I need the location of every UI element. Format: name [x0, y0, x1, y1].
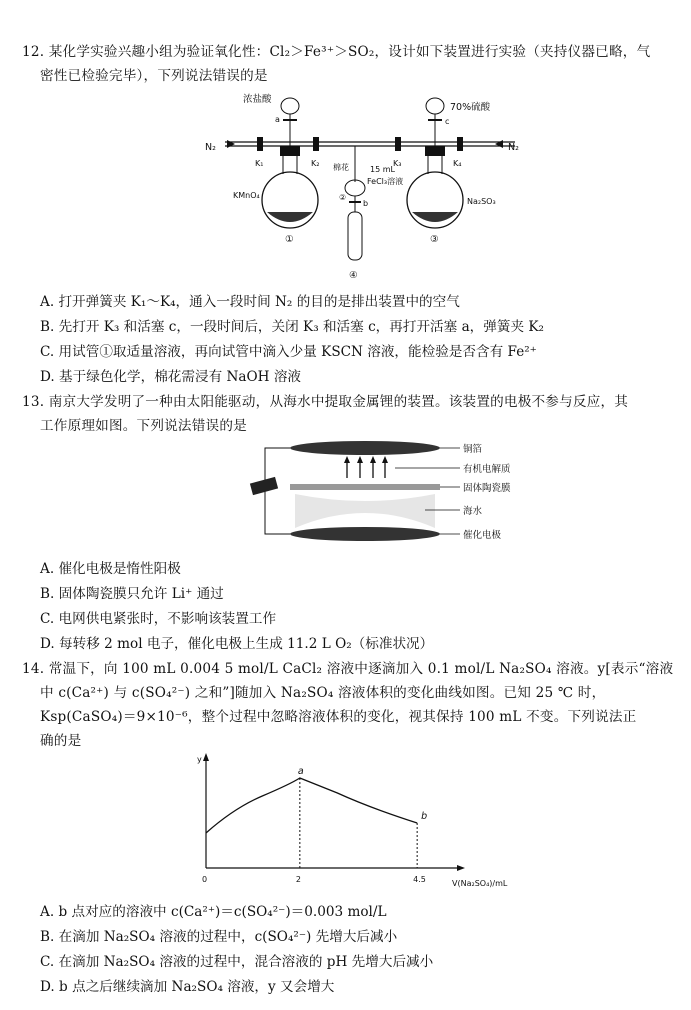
- k2-label: K₂: [311, 159, 320, 168]
- q13-option-d[interactable]: D. 每转移 2 mol 电子，催化电极上生成 11.2 L O₂（标准状况）: [40, 636, 434, 652]
- valve-b-label: b: [363, 199, 369, 208]
- q14-chart: [190, 750, 530, 895]
- x-tick-label-2: 4.5: [413, 875, 426, 884]
- q14-option-d[interactable]: D. b 点之后继续滴加 Na₂SO₄ 溶液，y 又会增大: [40, 979, 335, 995]
- q14-stem-line4: 确的是: [40, 733, 82, 749]
- q13-stem-line2: 工作原理如图。下列说法错误的是: [40, 418, 247, 434]
- fecl3-label: FeCl₃溶液: [367, 177, 404, 186]
- x-axis-arrow: [457, 865, 465, 871]
- q13-option-a[interactable]: A. 催化电极是惰性阳极: [40, 561, 181, 577]
- q13-device-figure: [245, 438, 525, 550]
- point-b-label: b: [421, 811, 428, 822]
- x-axis-label: V(Na₂SO₄)/mL: [452, 879, 508, 888]
- q14-option-c[interactable]: C. 在滴加 Na₂SO₄ 溶液的过程中，混合溶液的 pH 先增大后减小: [40, 954, 434, 970]
- n2-right-label: N₂: [508, 142, 519, 153]
- h2so4-label: 70%硫酸: [450, 102, 491, 113]
- catalytic-electrode-label: 催化电极: [463, 530, 502, 541]
- valve-a-label: a: [275, 115, 280, 124]
- q12-stem-line1: 12. 某化学实验兴趣小组为验证氧化性：Cl₂＞Fe³⁺＞SO₂，设计如下装置进行实验（夹持仪器已略，气: [22, 44, 651, 60]
- q12-option-d[interactable]: D. 基于绿色化学，棉花需浸有 NaOH 溶液: [40, 369, 302, 385]
- flask-1-number: ①: [285, 234, 294, 245]
- q14-stem-line2: 中 c(Ca²⁺) 与 c(SO₄²⁻) 之和”]随加入 Na₂SO₄ 溶液体积的变化曲线如图。已知 25 ℃ 时，: [40, 685, 606, 701]
- y-curve: [206, 778, 417, 833]
- copper-foil-label: 铜箔: [463, 444, 483, 455]
- cotton-label: 棉花: [333, 163, 349, 172]
- q13-option-c[interactable]: C. 电网供电紧张时，不影响该装置工作: [40, 611, 277, 627]
- q12-option-c[interactable]: C. 用试管①取适量溶液，再向试管中滴入少量 KSCN 溶液，能检验是否含有 Fe²⁺: [40, 344, 537, 360]
- y-axis-arrow: [203, 753, 209, 761]
- y-axis-label: y: [197, 755, 202, 764]
- point-a-label: a: [297, 766, 304, 777]
- q13-option-b[interactable]: B. 固体陶瓷膜只允许 Li⁺ 通过: [40, 586, 224, 602]
- seawater-label: 海水: [463, 506, 483, 517]
- q14-option-b[interactable]: B. 在滴加 Na₂SO₄ 溶液的过程中，c(SO₄²⁻) 先增大后减小: [40, 929, 398, 945]
- kmno4-label: KMnO₄: [233, 191, 260, 200]
- funnel-2-number: ②: [339, 193, 347, 202]
- q14-stem-line1: 14. 常温下，向 100 mL 0.004 5 mol/L CaCl₂ 溶液中逐滴加入 0.1 mol/L Na₂SO₄ 溶液。y[表示“溶液: [22, 661, 674, 677]
- q12-apparatus-figure: [195, 92, 535, 282]
- x-tick-label-1: 2: [295, 875, 301, 884]
- tube-4-number: ④: [349, 270, 358, 281]
- valve-c-label: c: [445, 117, 450, 126]
- k1-label: K₁: [255, 159, 264, 168]
- ceramic-membrane-label: 固体陶瓷膜: [463, 483, 511, 494]
- k4-label: K₄: [453, 159, 462, 168]
- fecl3-volume-label: 15 mL: [370, 165, 395, 174]
- conc-hcl-label: 浓盐酸: [243, 94, 272, 105]
- q12-option-b[interactable]: B. 先打开 K₃ 和活塞 c，一段时间后，关闭 K₃ 和活塞 c，再打开活塞 a，弹簧夹 K₂: [40, 319, 544, 335]
- organic-electrolyte-label: 有机电解质: [463, 464, 511, 475]
- x-tick-label-0: 0: [202, 875, 208, 884]
- q14-stem-line3: Ksp(CaSO₄)＝9×10⁻⁶，整个过程中忽略溶液体积的变化，视其保持 100 mL 不变。下列说法正: [40, 709, 637, 725]
- q12-stem-line2: 密性已检验完毕），下列说法错误的是: [40, 68, 268, 84]
- k3-label: K₃: [393, 159, 402, 168]
- q13-stem-line1: 13. 南京大学发明了一种由太阳能驱动，从海水中提取金属锂的装置。该装置的电极不参与反应，其: [22, 394, 629, 410]
- q12-option-a[interactable]: A. 打开弹簧夹 K₁～K₄，通入一段时间 N₂ 的目的是排出装置中的空气: [40, 294, 460, 310]
- n2-left-label: N₂: [205, 142, 216, 153]
- na2so3-label: Na₂SO₃: [467, 197, 496, 206]
- flask-3-number: ③: [430, 234, 439, 245]
- q14-option-a[interactable]: A. b 点对应的溶液中 c(Ca²⁺)＝c(SO₄²⁻)＝0.003 mol/L: [40, 904, 387, 920]
